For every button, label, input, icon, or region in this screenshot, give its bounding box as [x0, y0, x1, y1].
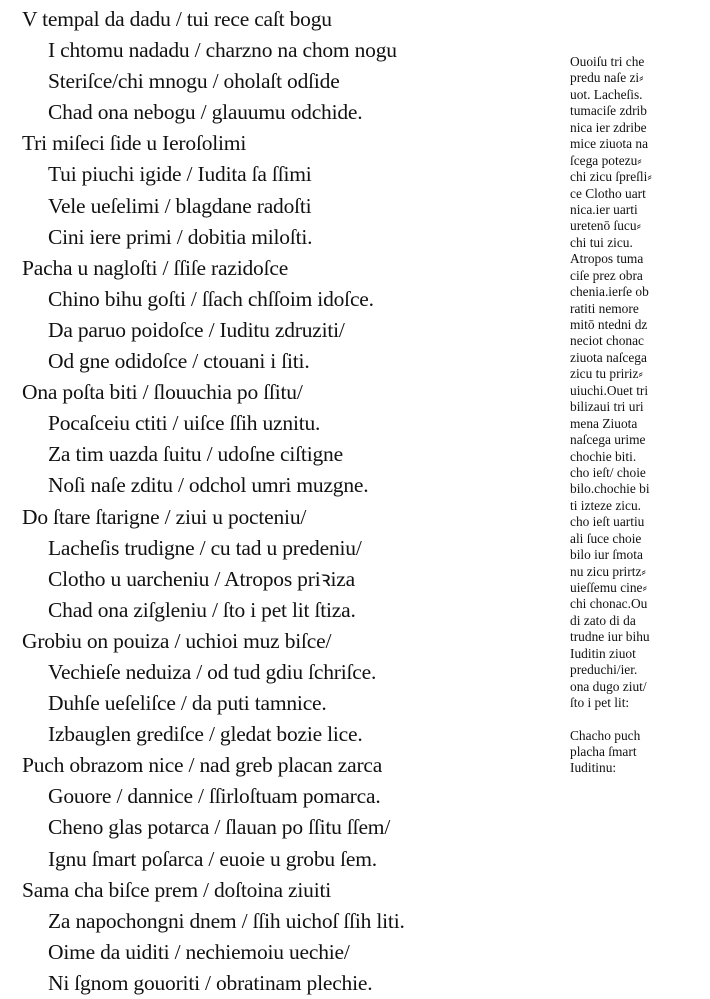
- gloss-line: Atropos tuma: [570, 251, 644, 267]
- verse-line: Chad ona ziſgleniu / ſto i pet lit ſtiza.: [48, 597, 356, 622]
- gloss-line: ti izteze zicu.: [570, 497, 642, 513]
- gloss-line: chi zicu ſpreſli⸗: [570, 169, 652, 185]
- verse-line: Ni ſgnom gouoriti / obratinam plechie.: [48, 970, 373, 995]
- gloss-line: neciot chonac: [570, 333, 644, 349]
- gloss-line: Chacho puch: [570, 727, 641, 743]
- verse-line: Noſi naſe zditu / odchol umri muzgne.: [48, 473, 369, 498]
- gloss-line: ona dugo ziut/: [570, 678, 647, 694]
- verse-line: Izbauglen grediſce / gledat bozie lice.: [48, 722, 363, 747]
- verse-line: Ignu ſmart poſarca / euoie u grobu ſem.: [48, 846, 377, 871]
- gloss-line: bilo iur ſmota: [570, 547, 643, 563]
- verse-line: Steriſce/chi mnogu / oholaſt odſide: [48, 69, 340, 94]
- gloss-line: ziuota naſcega: [570, 349, 647, 365]
- verse-line: Pocaſceiu ctiti / uiſce ſſih uznitu.: [48, 411, 321, 436]
- verse-line: Clotho u uarcheniu / Atropos priꝛiza: [48, 566, 355, 591]
- verse-line: Chad ona nebogu / glauumu odchide.: [48, 100, 363, 125]
- gloss-line: chi tui zicu.: [570, 234, 633, 250]
- verse-line: I chtomu nadadu / charzno na chom nogu: [48, 38, 397, 63]
- verse-line: Za tim uazda ſuitu / udoſne ciſtigne: [48, 442, 343, 467]
- gloss-line: mice ziuota na: [570, 136, 649, 152]
- gloss-line: ciſe prez obra: [570, 267, 643, 283]
- gloss-line: uot. Lacheſis.: [570, 86, 643, 102]
- verse-line: Oime da uiditi / nechiemoiu uechie/: [48, 939, 350, 964]
- gloss-line: ali ſuce choie: [570, 530, 642, 546]
- gloss-line: uieſſemu cine⸗: [570, 580, 647, 595]
- gloss-line: uretenō ſucu⸗: [570, 218, 642, 234]
- gloss-line: nu zicu prirtz⸗: [570, 563, 646, 579]
- gloss-line: mitō ntedni dz: [570, 317, 648, 332]
- gloss-line: bilo.chochie bi: [570, 481, 650, 497]
- verse-line: Pacha u nagloſti / ſſiſe razidoſce: [22, 255, 289, 280]
- verse-line: Tri miſeci ſide u Ieroſolimi: [22, 131, 247, 156]
- verse-line: Vechieſe neduiza / od tud gdiu ſchriſce.: [48, 659, 377, 684]
- poem-column: [22, 4, 542, 999]
- verse-line: Cini iere primi / dobitia miloſti.: [48, 224, 313, 249]
- verse-line: Do ſtare ſtarigne / ziui u pocteniu/: [22, 504, 307, 529]
- gloss-line: Iuditin ziuot: [570, 645, 636, 661]
- gloss-line: Ouoiſu tri che: [570, 54, 645, 69]
- gloss-line: uiuchi.Ouet tri: [570, 382, 649, 398]
- gloss-line: nica ier zdribe: [570, 119, 647, 135]
- gloss-line: placha ſmart: [570, 743, 637, 759]
- gloss-line: chochie biti.: [570, 448, 637, 464]
- verse-line: Ona poſta biti / ſlouuchia po ſſitu/: [22, 380, 303, 405]
- gloss-line: cho ieſt uartiu: [570, 514, 645, 530]
- gloss-line: cho ieſt/ choie: [570, 464, 646, 480]
- gloss-line: chenia.ierſe ob: [570, 284, 649, 300]
- gloss-line: ratiti nemore: [570, 300, 639, 316]
- verse-line: V tempal da dadu / tui rece caſt bogu: [22, 7, 332, 31]
- gloss-line: zicu tu pririz⸗: [570, 366, 643, 382]
- verse-line: Puch obrazom nice / nad greb placan zarca: [22, 753, 383, 778]
- verse-line: Od gne odidoſce / ctouani i ſiti.: [48, 349, 310, 374]
- verse-line: Vele ueſelimi / blagdane radoſti: [48, 193, 312, 218]
- gloss-line: naſcega urime: [570, 432, 646, 448]
- gloss-line: di zato di da: [570, 612, 636, 628]
- verse-line: Gouore / dannice / ſſirloſtuam pomarca.: [48, 784, 381, 809]
- gloss-line: chi chonac.Ou: [570, 596, 648, 612]
- verse-line: Chino bihu goſti / ſſach chſſoim idoſce.: [48, 286, 374, 311]
- verse-line: Lacheſis trudigne / cu tad u predeniu/: [48, 535, 362, 560]
- verse-line: Grobiu on pouiza / uchioi muz biſce/: [22, 628, 332, 653]
- verse-line: Tui piuchi igide / Iudita ſa ſſimi: [48, 162, 312, 187]
- gloss-line: tumaciſe zdrib: [570, 103, 647, 119]
- gloss-line: ce Clotho uart: [570, 185, 646, 201]
- gloss-line: ſto i pet lit:: [570, 695, 630, 711]
- gloss-line: ſcega potezu⸗: [570, 152, 642, 168]
- gloss-line: preduchi/ier.: [570, 662, 638, 678]
- verse-line: Da paruo poidoſce / Iuditu zdruziti/: [48, 317, 345, 342]
- gloss-paragraph-gap: [570, 712, 704, 728]
- gloss-line: mena Ziuota: [570, 415, 638, 431]
- marginal-gloss: [570, 54, 704, 777]
- gloss-line: predu naſe zi⸗: [570, 70, 644, 86]
- gloss-line: trudne iur bihu: [570, 629, 650, 645]
- gloss-line: bilizaui tri uri: [570, 399, 644, 415]
- verse-line: Za napochongni dnem / ſſih uichoſ ſſih liti.: [48, 908, 405, 933]
- verse-line: Cheno glas potarca / ſlauan po ſſitu ſſem/: [48, 815, 391, 840]
- verse-line: Sama cha biſce prem / doſtoina ziuiti: [22, 877, 332, 902]
- gloss-line: nica.ier uarti: [570, 201, 638, 217]
- gloss-line: Iuditinu:: [570, 760, 617, 776]
- verse-line: Duhſe ueſeliſce / da puti tamnice.: [48, 691, 327, 716]
